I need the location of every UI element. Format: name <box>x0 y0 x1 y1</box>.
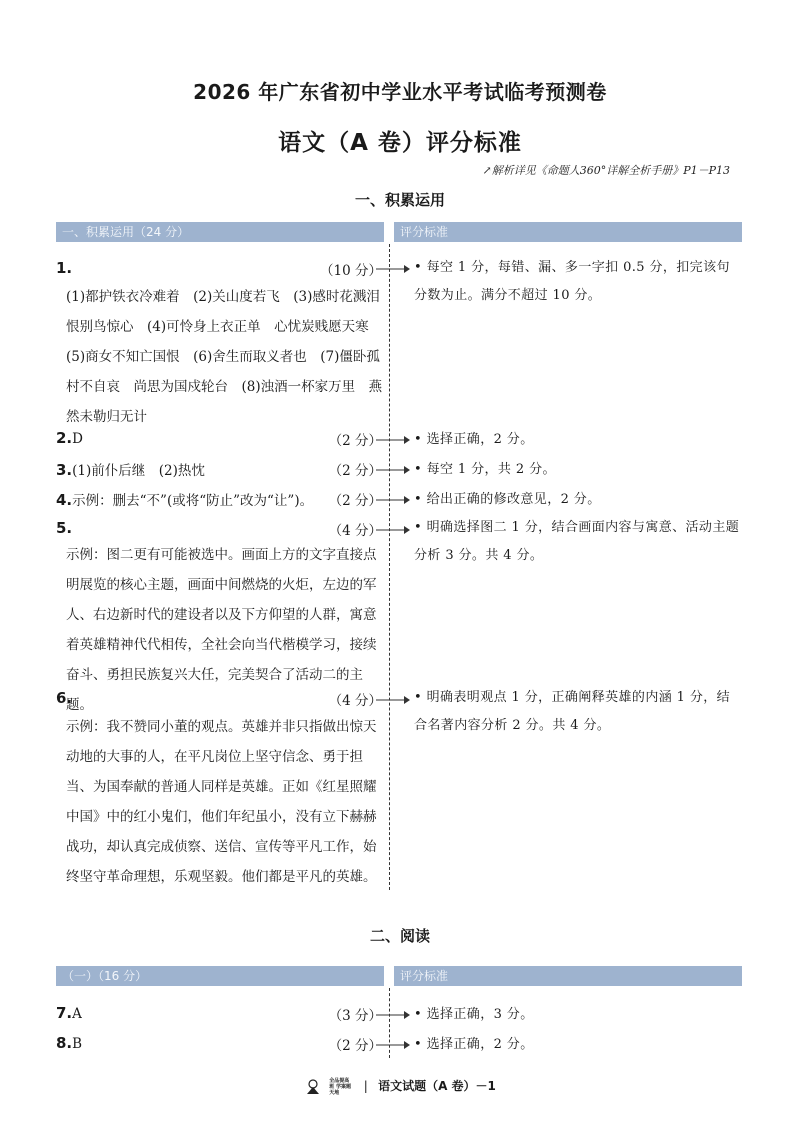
arrow-icon <box>376 1009 410 1021</box>
question-number: 4.示例：删去“不”(或将“防止”改为“让”)。 <box>56 491 314 509</box>
arrow-icon <box>376 524 410 536</box>
arrow-icon <box>376 263 410 275</box>
question-score: （4 分） <box>328 693 382 709</box>
question-score: （2 分） <box>328 463 382 479</box>
question-answer: 示例：图二更有可能被选中。画面上方的文字直接点明展览的核心主题，画面中间燃烧的火炬，左边的军人、右边新时代的建设者以及下方仰望的人群，寓意着英雄精神代代相传，全社会向当代楷模学习，接续奋斗、勇担民族复兴大任，完美契合了活动二的主题。 <box>66 547 377 713</box>
section-heading-2: 二、阅读 <box>369 927 430 945</box>
scoring-criteria: • 选择正确，2 分。 <box>414 432 534 447</box>
footer-label: 语文试题（A 卷）－1 <box>378 1079 496 1093</box>
scoring-criteria: • 选择正确，2 分。 <box>414 1037 534 1052</box>
question-score: （2 分） <box>328 1038 382 1054</box>
page-footer <box>0 1077 800 1096</box>
question-number: 7.A <box>56 1004 82 1022</box>
section-heading-1: 一、积累运用 <box>354 191 445 209</box>
section-bar-right-1: 评分标准 <box>394 222 742 242</box>
question-number: 8.B <box>56 1034 83 1052</box>
question-score: （2 分） <box>328 493 382 509</box>
question-answer: (1)都护铁衣冷难着 (2)关山度若飞 (3)感时花溅泪 恨别鸟惊心 (4)可怜身上衣正单 心忧炭贱愿天寒 (5)商女不知亡国恨 (6)舍生而取义者也 (7)僵卧孤村不自哀 尚思为国戍轮台 (8)浊酒一杯家万里 燕然未勒归无计 <box>66 289 394 425</box>
scoring-criteria: • 每空 1 分，共 2 分。 <box>414 462 556 477</box>
question-number: 1. <box>56 259 73 277</box>
question-number: 6. <box>56 689 73 707</box>
arrow-icon <box>376 1039 410 1051</box>
scoring-criteria: • 每空 1 分，每错、漏、多一字扣 0.5 分，扣完该句分数为止。满分不超过 10 分。 <box>414 260 730 303</box>
question-number: 2.D <box>56 429 83 447</box>
section-bar-right-2: 评分标准 <box>394 966 742 986</box>
analysis-note <box>482 162 730 178</box>
question-score: （2 分） <box>328 433 382 449</box>
question-score: （4 分） <box>328 523 382 539</box>
scoring-criteria: • 明确表明观点 1 分，正确阐释英雄的内涵 1 分，结合名著内容分析 2 分。共 4 分。 <box>414 690 731 733</box>
arrow-icon <box>376 494 410 506</box>
arrow-icon <box>376 434 410 446</box>
column-divider <box>389 244 390 890</box>
publisher-logo-icon <box>304 1079 322 1095</box>
scoring-criteria: • 明确选择图二 1 分，结合画面内容与寓意、活动主题分析 3 分。共 4 分。 <box>414 520 740 563</box>
arrow-icon <box>376 464 410 476</box>
question-number: 3.(1)前仆后继 (2)热忱 <box>56 461 205 479</box>
arrow-icon <box>376 694 410 706</box>
question-answer: 示例：我不赞同小董的观点。英雄并非只指做出惊天动地的大事的人，在平凡岗位上坚守信念、勇于担当、为国奉献的普通人同样是英雄。正如《红星照耀中国》中的红小鬼们，他们年纪虽小，没有立下赫赫战功，却认真完成侦察、送信、宣传等平凡工作，始终坚守革命理想，乐观坚毅。他们都是平凡的英雄。 <box>66 719 377 885</box>
page-subtitle: 语文（A 卷）评分标准 <box>278 130 522 156</box>
publisher-logo-text: 全品提高班 学案题天地 <box>329 1077 352 1096</box>
page-title: 2026 年广东省初中学业水平考试临考预测卷 <box>193 80 607 104</box>
section-bar-left-2: （一）（16 分） <box>56 966 384 986</box>
footer-divider: | <box>363 1079 368 1093</box>
scoring-criteria: • 给出正确的修改意见，2 分。 <box>414 492 601 507</box>
question-number: 5. <box>56 519 73 537</box>
question-score: （3 分） <box>328 1008 382 1024</box>
link-icon: ↗ <box>482 164 492 177</box>
question-score: （10 分） <box>320 263 382 279</box>
section-bar-left-1: 一、积累运用（24 分） <box>56 222 384 242</box>
analysis-note-text: 解析详见《命题人360°详解全析手册》P1－P13 <box>491 164 730 177</box>
scoring-criteria: • 选择正确，3 分。 <box>414 1007 534 1022</box>
